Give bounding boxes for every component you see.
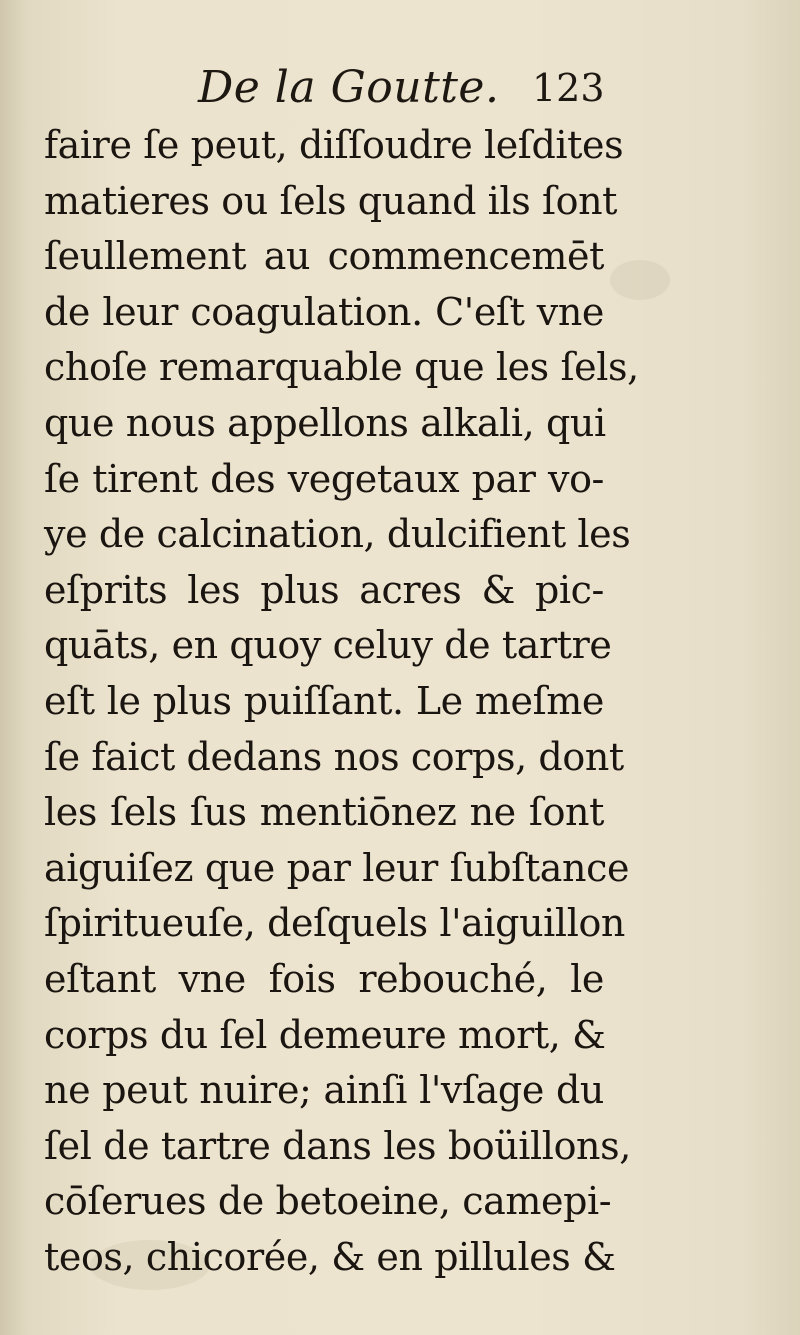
text-line: que nous appellons alkali, qui [44,400,606,445]
text-line: teos, chicorée, & en pillules & [44,1234,616,1279]
text-line: faire ſe peut, diſſoudre leſdites [44,123,624,167]
text-line: de leur coagulation. C'eſt vne [44,289,604,334]
text-line: ſeullement au commencemēt [44,234,604,279]
text-line: ne peut nuire; ainſi l'vſage du [44,1068,604,1113]
text-line: eſtant vne fois rebouché, le [44,956,604,1001]
text-line: ſel de tartre dans les boüillons, [44,1123,631,1168]
page-header [0,62,800,122]
body-text [44,118,639,1285]
text-line: corps du ſel demeure mort, & [44,1012,606,1057]
text-line: ſpiritueuſe, deſquels l'aiguillon [44,901,625,946]
text-line: ſe tirent des vegetaux par vo- [44,456,604,501]
page-number: 123 [532,66,605,110]
text-line: quāts, en quoy celuy de tartre [44,623,612,668]
text-line: cōſerues de betoeine, camepi- [44,1179,612,1224]
running-title: De la Goutte. [198,62,500,113]
text-line: aiguiſez que par leur ſubſtance [44,845,630,890]
text-line: choſe remarquable que les ſels, [44,345,639,390]
text-line: ſe faict dedans nos corps, dont [44,734,624,779]
text-line: matieres ou ſels quand ils ſont [44,178,618,223]
text-line: eſprits les plus acres & pic- [44,567,604,612]
text-line: ye de calcination, dulcifient les [44,512,631,557]
text-line: eſt le plus puiſſant. Le meſme [44,678,604,723]
paper-stain [610,260,670,300]
text-line: les ſels ſus mentiōnez ne ſont [44,790,604,835]
